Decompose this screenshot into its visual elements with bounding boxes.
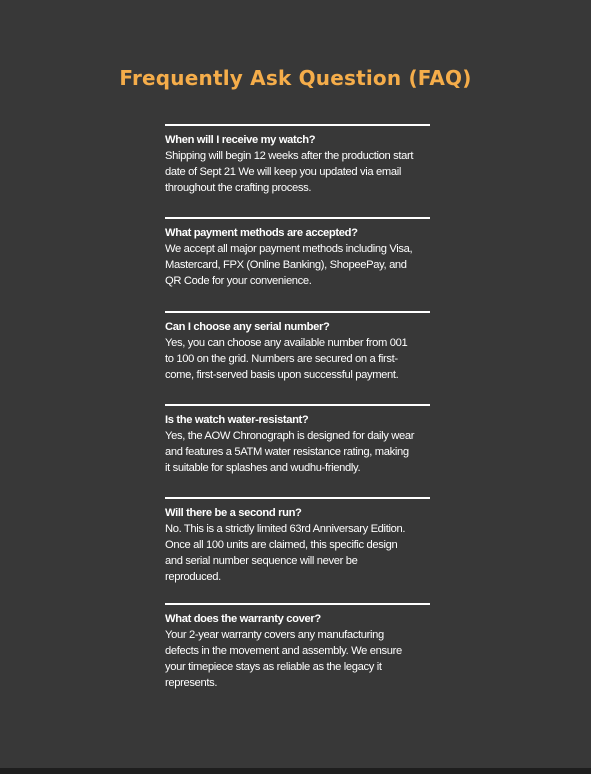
faq-question: Is the watch water-resistant?: [165, 414, 309, 426]
faq-item-serial-number: [165, 311, 437, 383]
faq-question: Can I choose any serial number?: [165, 321, 330, 333]
faq-answer-line: it suitable for splashes and wudhu-friendly.: [165, 462, 361, 474]
faq-divider: [165, 217, 430, 219]
faq-question: When will I receive my watch?: [165, 134, 316, 146]
faq-answer-line: Your 2-year warranty covers any manufacturing: [165, 629, 384, 641]
faq-divider: [165, 311, 430, 313]
faq-answer-line: reproduced.: [165, 571, 221, 583]
faq-answer-line: and serial number sequence will never be: [165, 555, 358, 567]
faq-item-payment-methods: [165, 217, 437, 289]
faq-answer-line: your timepiece stays as reliable as the legacy it: [165, 661, 382, 673]
faq-item-second-run: [165, 497, 437, 585]
faq-answer-line: represents.: [165, 677, 218, 689]
faq-answer-line: Yes, the AOW Chronograph is designed for daily wear: [165, 430, 415, 442]
page-title: Frequently Ask Question (FAQ): [119, 66, 472, 90]
faq-answer-line: Once all 100 units are claimed, this specific design: [165, 539, 398, 551]
faq-answer-line: Mastercard, FPX (Online Banking), ShopeePay, and: [165, 259, 407, 271]
faq-answer-line: throughout the crafting process.: [165, 182, 312, 194]
faq-answer-line: defects in the movement and assembly. We ensure: [165, 645, 402, 657]
footer-bar: [0, 768, 591, 774]
faq-answer-line: We accept all major payment methods including Visa,: [165, 243, 413, 255]
faq-answer-line: to 100 on the grid. Numbers are secured on a first-: [165, 353, 398, 365]
faq-answer-line: date of Sept 21 We will keep you updated via email: [165, 166, 402, 178]
faq-item-water-resistant: [165, 404, 437, 476]
faq-item-warranty: [165, 603, 437, 691]
faq-answer-line: come, first-served basis upon successful payment.: [165, 369, 399, 381]
faq-answer-line: Shipping will begin 12 weeks after the production start: [165, 150, 414, 162]
faq-item-receive-watch: [165, 124, 437, 196]
faq-question: What does the warranty cover?: [165, 613, 321, 625]
faq-answer-line: QR Code for your convenience.: [165, 275, 312, 287]
faq-divider: [165, 124, 430, 126]
faq-question: What payment methods are accepted?: [165, 227, 358, 239]
faq-answer-line: and features a 5ATM water resistance rating, making: [165, 446, 409, 458]
faq-question: Will there be a second run?: [165, 507, 302, 519]
faq-divider: [165, 603, 430, 605]
faq-answer-line: No. This is a strictly limited 63rd Anniversary Edition.: [165, 523, 406, 535]
faq-answer-line: Yes, you can choose any available number from 001: [165, 337, 408, 349]
faq-divider: [165, 404, 430, 406]
faq-divider: [165, 497, 430, 499]
